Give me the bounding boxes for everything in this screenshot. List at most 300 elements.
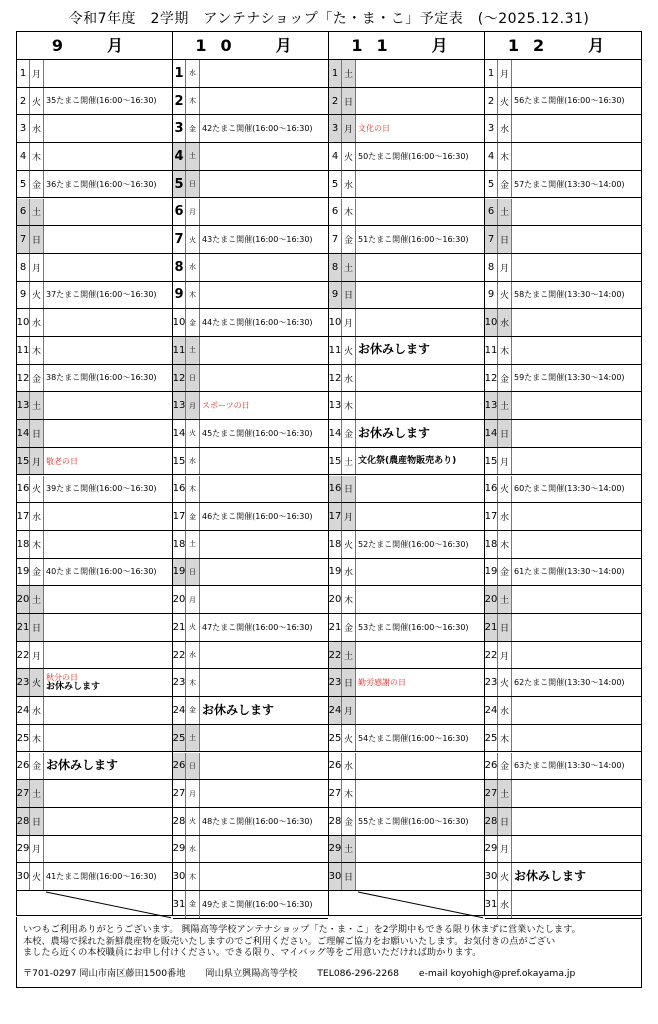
- day-row: [329, 60, 484, 88]
- day-note: [46, 282, 170, 309]
- event-label: 37たまこ開催(16:00～16:30): [46, 290, 157, 300]
- day-note: [202, 559, 326, 586]
- weekday: 火: [186, 808, 200, 835]
- day-number: 25: [173, 725, 186, 752]
- weekday: 火: [30, 88, 44, 115]
- weekday: 金: [498, 753, 512, 780]
- day-number: 21: [329, 614, 342, 641]
- month-header: 9 月: [17, 32, 172, 60]
- day-number: 7: [485, 226, 498, 253]
- day-note: [46, 337, 170, 364]
- day-row: [485, 60, 641, 88]
- day-row: [485, 614, 641, 642]
- day-number: 24: [485, 697, 498, 724]
- day-row: [173, 863, 328, 891]
- day-number: 15: [329, 448, 342, 475]
- day-number: 21: [17, 614, 30, 641]
- weekday: 土: [30, 586, 44, 613]
- day-row: [173, 753, 328, 781]
- day-note: [202, 143, 326, 170]
- weekday: 土: [30, 199, 44, 226]
- day-row: [485, 254, 641, 282]
- day-number: 29: [17, 836, 30, 863]
- footer-notice: [16, 917, 642, 988]
- day-note: [46, 697, 170, 724]
- day-number: 27: [485, 780, 498, 807]
- day-note: [358, 780, 482, 807]
- event-label: 48たまこ開催(16:00～16:30): [202, 816, 313, 826]
- day-row: [485, 586, 641, 614]
- event-label: 53たまこ開催(16:00～16:30): [358, 622, 469, 632]
- weekday: 月: [498, 836, 512, 863]
- weekday: 金: [30, 365, 44, 392]
- day-number: 23: [329, 669, 342, 696]
- day-number: 26: [485, 753, 498, 780]
- day-note: [202, 392, 326, 419]
- day-note: [514, 753, 639, 780]
- day-note: [514, 669, 639, 696]
- weekday: 土: [498, 199, 512, 226]
- day-row: [17, 669, 172, 697]
- day-note: [358, 143, 482, 170]
- event-label: 60たまこ開催(13:30～14:00): [514, 484, 625, 494]
- day-note: [202, 836, 326, 863]
- day-row: [17, 531, 172, 559]
- day-number: 23: [485, 669, 498, 696]
- day-row: [173, 780, 328, 808]
- empty-cell-slash: [17, 891, 172, 919]
- day-row: [17, 309, 172, 337]
- day-note: [358, 365, 482, 392]
- day-row: [17, 60, 172, 88]
- weekday: 木: [30, 143, 44, 170]
- holiday-label: 敬老の日: [46, 456, 78, 466]
- day-row: [485, 863, 641, 891]
- weekday: 日: [342, 282, 356, 309]
- day-row: [485, 143, 641, 171]
- day-note: [358, 725, 482, 752]
- day-row: [485, 476, 641, 504]
- day-note: [202, 115, 326, 142]
- day-number: 30: [329, 863, 342, 890]
- page-title: 令和7年度 2学期 アンテナショップ「た・ま・こ」予定表 (～2025.12.31): [68, 11, 590, 27]
- notice-line-2: 本校、農場で採れた新鮮農産物を販売いたしますのでご利用ください。ご理解ご協力をお願いいたします。お気付きの点がござい: [23, 935, 556, 947]
- weekday: 木: [498, 337, 512, 364]
- day-note: [202, 476, 326, 503]
- weekday: 日: [342, 476, 356, 503]
- weekday: 水: [30, 309, 44, 336]
- day-note: [514, 60, 639, 87]
- day-row: [17, 226, 172, 254]
- day-number: 21: [485, 614, 498, 641]
- weekday: 土: [498, 586, 512, 613]
- weekday: 火: [186, 614, 200, 641]
- day-number: 22: [17, 642, 30, 669]
- day-note: [202, 309, 326, 336]
- holiday-label: 秋分の日: [46, 672, 78, 682]
- weekday: 木: [186, 669, 200, 696]
- day-row: [485, 448, 641, 476]
- month-column: [173, 32, 329, 915]
- day-number: 17: [17, 503, 30, 530]
- day-number: 24: [329, 697, 342, 724]
- day-row: [485, 753, 641, 781]
- day-row: [329, 226, 484, 254]
- day-number: 31: [173, 891, 186, 918]
- weekday: 木: [186, 88, 200, 115]
- day-row: [329, 199, 484, 227]
- day-number: 22: [173, 642, 186, 669]
- day-note: [358, 669, 482, 696]
- day-row: [173, 559, 328, 587]
- weekday: 火: [30, 282, 44, 309]
- month-column: [329, 32, 485, 915]
- closed-label: お休みします: [514, 868, 587, 883]
- empty-cell-slash: [329, 891, 484, 919]
- day-number: 21: [173, 614, 186, 641]
- weekday: 月: [186, 780, 200, 807]
- day-row: [329, 808, 484, 836]
- day-row: [329, 642, 484, 670]
- weekday: 水: [186, 60, 200, 87]
- day-row: [485, 420, 641, 448]
- day-number: 12: [329, 365, 342, 392]
- day-note: [46, 559, 170, 586]
- weekday: 金: [498, 365, 512, 392]
- weekday: 木: [498, 143, 512, 170]
- weekday: 日: [186, 171, 200, 198]
- day-number: 28: [173, 808, 186, 835]
- day-row: [17, 143, 172, 171]
- day-note: [358, 282, 482, 309]
- day-note: [514, 448, 639, 475]
- weekday: 土: [186, 725, 200, 752]
- day-number: 3: [173, 115, 186, 142]
- day-number: 13: [17, 392, 30, 419]
- day-note: [46, 420, 170, 447]
- day-number: 12: [17, 365, 30, 392]
- day-number: 6: [485, 199, 498, 226]
- day-note: [358, 836, 482, 863]
- day-number: 6: [17, 199, 30, 226]
- day-row: [17, 836, 172, 864]
- day-note: [514, 392, 639, 419]
- day-row: [17, 88, 172, 116]
- notice-line-3: ましたら近くの本校職員にお申し付けください。できる限り、マイバッグ等をご用意いただければ助かります。: [23, 947, 482, 958]
- closed-label: お休みします: [358, 342, 431, 357]
- day-number: 6: [329, 199, 342, 226]
- day-number: 18: [17, 531, 30, 558]
- weekday: 金: [30, 171, 44, 198]
- event-label: 55たまこ開催(16:00～16:30): [358, 816, 469, 826]
- day-note: [358, 88, 482, 115]
- day-note: [202, 780, 326, 807]
- event-label: 45たまこ開催(16:00～16:30): [202, 428, 313, 438]
- weekday: 金: [498, 559, 512, 586]
- weekday: 火: [342, 725, 356, 752]
- day-row: [173, 115, 328, 143]
- weekday: 火: [342, 143, 356, 170]
- day-number: 5: [173, 171, 186, 198]
- day-note: [46, 780, 170, 807]
- day-note: [514, 863, 639, 890]
- weekday: 火: [342, 531, 356, 558]
- day-row: [17, 199, 172, 227]
- weekday: 木: [30, 725, 44, 752]
- day-number: 25: [17, 725, 30, 752]
- day-note: [46, 669, 170, 696]
- day-number: 20: [17, 586, 30, 613]
- weekday: 火: [186, 420, 200, 447]
- day-row: [329, 503, 484, 531]
- day-row: [485, 115, 641, 143]
- weekday: 水: [30, 697, 44, 724]
- weekday: 水: [498, 503, 512, 530]
- day-note: [46, 309, 170, 336]
- weekday: 日: [498, 808, 512, 835]
- day-number: 12: [173, 365, 186, 392]
- day-row: [485, 392, 641, 420]
- day-row: [329, 143, 484, 171]
- day-number: 30: [173, 863, 186, 890]
- day-number: 28: [485, 808, 498, 835]
- day-number: 20: [329, 586, 342, 613]
- day-note: [202, 88, 326, 115]
- weekday: 水: [498, 697, 512, 724]
- day-note: [46, 88, 170, 115]
- day-row: [17, 697, 172, 725]
- weekday: 木: [498, 531, 512, 558]
- weekday: 水: [342, 171, 356, 198]
- day-row: [17, 586, 172, 614]
- day-note: [358, 531, 482, 558]
- event-label: 36たまこ開催(16:00～16:30): [46, 179, 157, 189]
- weekday: 金: [186, 115, 200, 142]
- weekday: 木: [30, 337, 44, 364]
- weekday: 木: [342, 199, 356, 226]
- day-note: [202, 337, 326, 364]
- day-number: 10: [17, 309, 30, 336]
- day-row: [329, 531, 484, 559]
- day-number: 2: [173, 88, 186, 115]
- weekday: 木: [342, 392, 356, 419]
- day-row: [329, 559, 484, 587]
- day-number: 18: [173, 531, 186, 558]
- weekday: 水: [186, 836, 200, 863]
- weekday: 水: [342, 753, 356, 780]
- day-note: [514, 254, 639, 281]
- event-label: 38たまこ開催(16:00～16:30): [46, 373, 157, 383]
- day-number: 22: [485, 642, 498, 669]
- day-note: [46, 143, 170, 170]
- day-number: 6: [173, 199, 186, 226]
- weekday: 日: [186, 753, 200, 780]
- weekday: 土: [186, 143, 200, 170]
- day-row: [485, 669, 641, 697]
- day-row: [173, 199, 328, 227]
- special-label: お休みします: [46, 682, 101, 693]
- day-number: 26: [329, 753, 342, 780]
- day-note: [358, 392, 482, 419]
- email-address[interactable]: e-mail koyohigh@pref.okayama.jp: [418, 967, 576, 979]
- event-label: 44たまこ開催(16:00～16:30): [202, 318, 313, 328]
- day-row: [173, 392, 328, 420]
- day-note: [514, 503, 639, 530]
- special-label: 文化祭(農産物販売あり): [358, 455, 457, 466]
- day-row: [329, 836, 484, 864]
- day-note: [202, 226, 326, 253]
- contact-info: [23, 968, 635, 980]
- day-row: [17, 753, 172, 781]
- weekday: 水: [30, 503, 44, 530]
- day-note: [514, 337, 639, 364]
- day-row: [173, 420, 328, 448]
- day-number: 13: [329, 392, 342, 419]
- day-number: 30: [17, 863, 30, 890]
- day-note: [202, 891, 326, 918]
- day-row: [485, 503, 641, 531]
- day-number: 4: [329, 143, 342, 170]
- day-row: [329, 392, 484, 420]
- day-row: [17, 337, 172, 365]
- day-row: [329, 171, 484, 199]
- day-number: 11: [173, 337, 186, 364]
- day-row: [173, 808, 328, 836]
- day-row: [17, 282, 172, 310]
- day-note: [358, 254, 482, 281]
- day-number: 29: [329, 836, 342, 863]
- slash-line: [46, 892, 171, 918]
- weekday: 水: [342, 559, 356, 586]
- weekday: 日: [30, 614, 44, 641]
- weekday: 月: [186, 392, 200, 419]
- weekday: 月: [342, 309, 356, 336]
- weekday: 木: [186, 476, 200, 503]
- day-row: [17, 725, 172, 753]
- day-number: 25: [485, 725, 498, 752]
- day-row: [173, 309, 328, 337]
- day-number: 15: [485, 448, 498, 475]
- day-note: [514, 891, 639, 918]
- day-note: [46, 725, 170, 752]
- day-number: 15: [17, 448, 30, 475]
- weekday: 金: [342, 614, 356, 641]
- weekday: 火: [498, 88, 512, 115]
- day-row: [173, 669, 328, 697]
- day-note: [46, 642, 170, 669]
- day-row: [329, 476, 484, 504]
- month-header: 11 月: [329, 32, 484, 60]
- day-row: [485, 365, 641, 393]
- day-row: [485, 337, 641, 365]
- day-number: 20: [173, 586, 186, 613]
- day-note: [202, 808, 326, 835]
- day-note: [358, 808, 482, 835]
- day-number: 27: [173, 780, 186, 807]
- day-row: [485, 309, 641, 337]
- day-row: [329, 254, 484, 282]
- day-row: [173, 337, 328, 365]
- day-row: [17, 171, 172, 199]
- weekday: 日: [342, 88, 356, 115]
- day-row: [17, 115, 172, 143]
- day-number: 13: [173, 392, 186, 419]
- day-note: [46, 753, 170, 780]
- day-row: [485, 642, 641, 670]
- day-note: [514, 476, 639, 503]
- day-note: [46, 836, 170, 863]
- event-label: 35たまこ開催(16:00～16:30): [46, 96, 157, 106]
- weekday: 日: [30, 420, 44, 447]
- day-number: 27: [329, 780, 342, 807]
- day-number: 5: [17, 171, 30, 198]
- day-number: 19: [17, 559, 30, 586]
- weekday: 月: [498, 254, 512, 281]
- day-number: 13: [485, 392, 498, 419]
- day-note: [358, 697, 482, 724]
- day-note: [202, 697, 326, 724]
- month-column: [17, 32, 173, 915]
- day-row: [329, 614, 484, 642]
- day-note: [514, 171, 639, 198]
- weekday: 土: [30, 780, 44, 807]
- day-row: [173, 448, 328, 476]
- weekday: 金: [186, 309, 200, 336]
- weekday: 水: [30, 115, 44, 142]
- day-note: [514, 559, 639, 586]
- day-note: [358, 199, 482, 226]
- weekday: 月: [186, 199, 200, 226]
- day-number: 30: [485, 863, 498, 890]
- event-label: 40たまこ開催(16:00～16:30): [46, 567, 157, 577]
- day-row: [173, 171, 328, 199]
- event-label: 63たまこ開催(13:30～14:00): [514, 761, 625, 771]
- day-number: 10: [173, 309, 186, 336]
- day-number: 25: [329, 725, 342, 752]
- day-number: 2: [485, 88, 498, 115]
- day-note: [46, 392, 170, 419]
- weekday: 火: [30, 476, 44, 503]
- weekday: 日: [498, 614, 512, 641]
- weekday: 火: [342, 337, 356, 364]
- day-number: 3: [17, 115, 30, 142]
- weekday: 月: [30, 836, 44, 863]
- day-number: 9: [485, 282, 498, 309]
- day-note: [358, 863, 482, 890]
- day-row: [173, 143, 328, 171]
- weekday: 日: [342, 863, 356, 890]
- day-number: 19: [485, 559, 498, 586]
- day-row: [329, 586, 484, 614]
- calendar-table: [16, 31, 642, 916]
- day-note: [358, 559, 482, 586]
- day-note: [46, 614, 170, 641]
- day-note: [202, 863, 326, 890]
- day-note: [358, 420, 482, 447]
- day-note: [202, 420, 326, 447]
- weekday: 火: [30, 669, 44, 696]
- day-row: [329, 115, 484, 143]
- day-row: [17, 863, 172, 891]
- day-note: [202, 365, 326, 392]
- weekday: 金: [186, 891, 200, 918]
- weekday: 月: [498, 642, 512, 669]
- weekday: 水: [498, 891, 512, 918]
- day-number: 7: [329, 226, 342, 253]
- day-number: 31: [485, 891, 498, 918]
- weekday: 日: [30, 808, 44, 835]
- day-row: [485, 808, 641, 836]
